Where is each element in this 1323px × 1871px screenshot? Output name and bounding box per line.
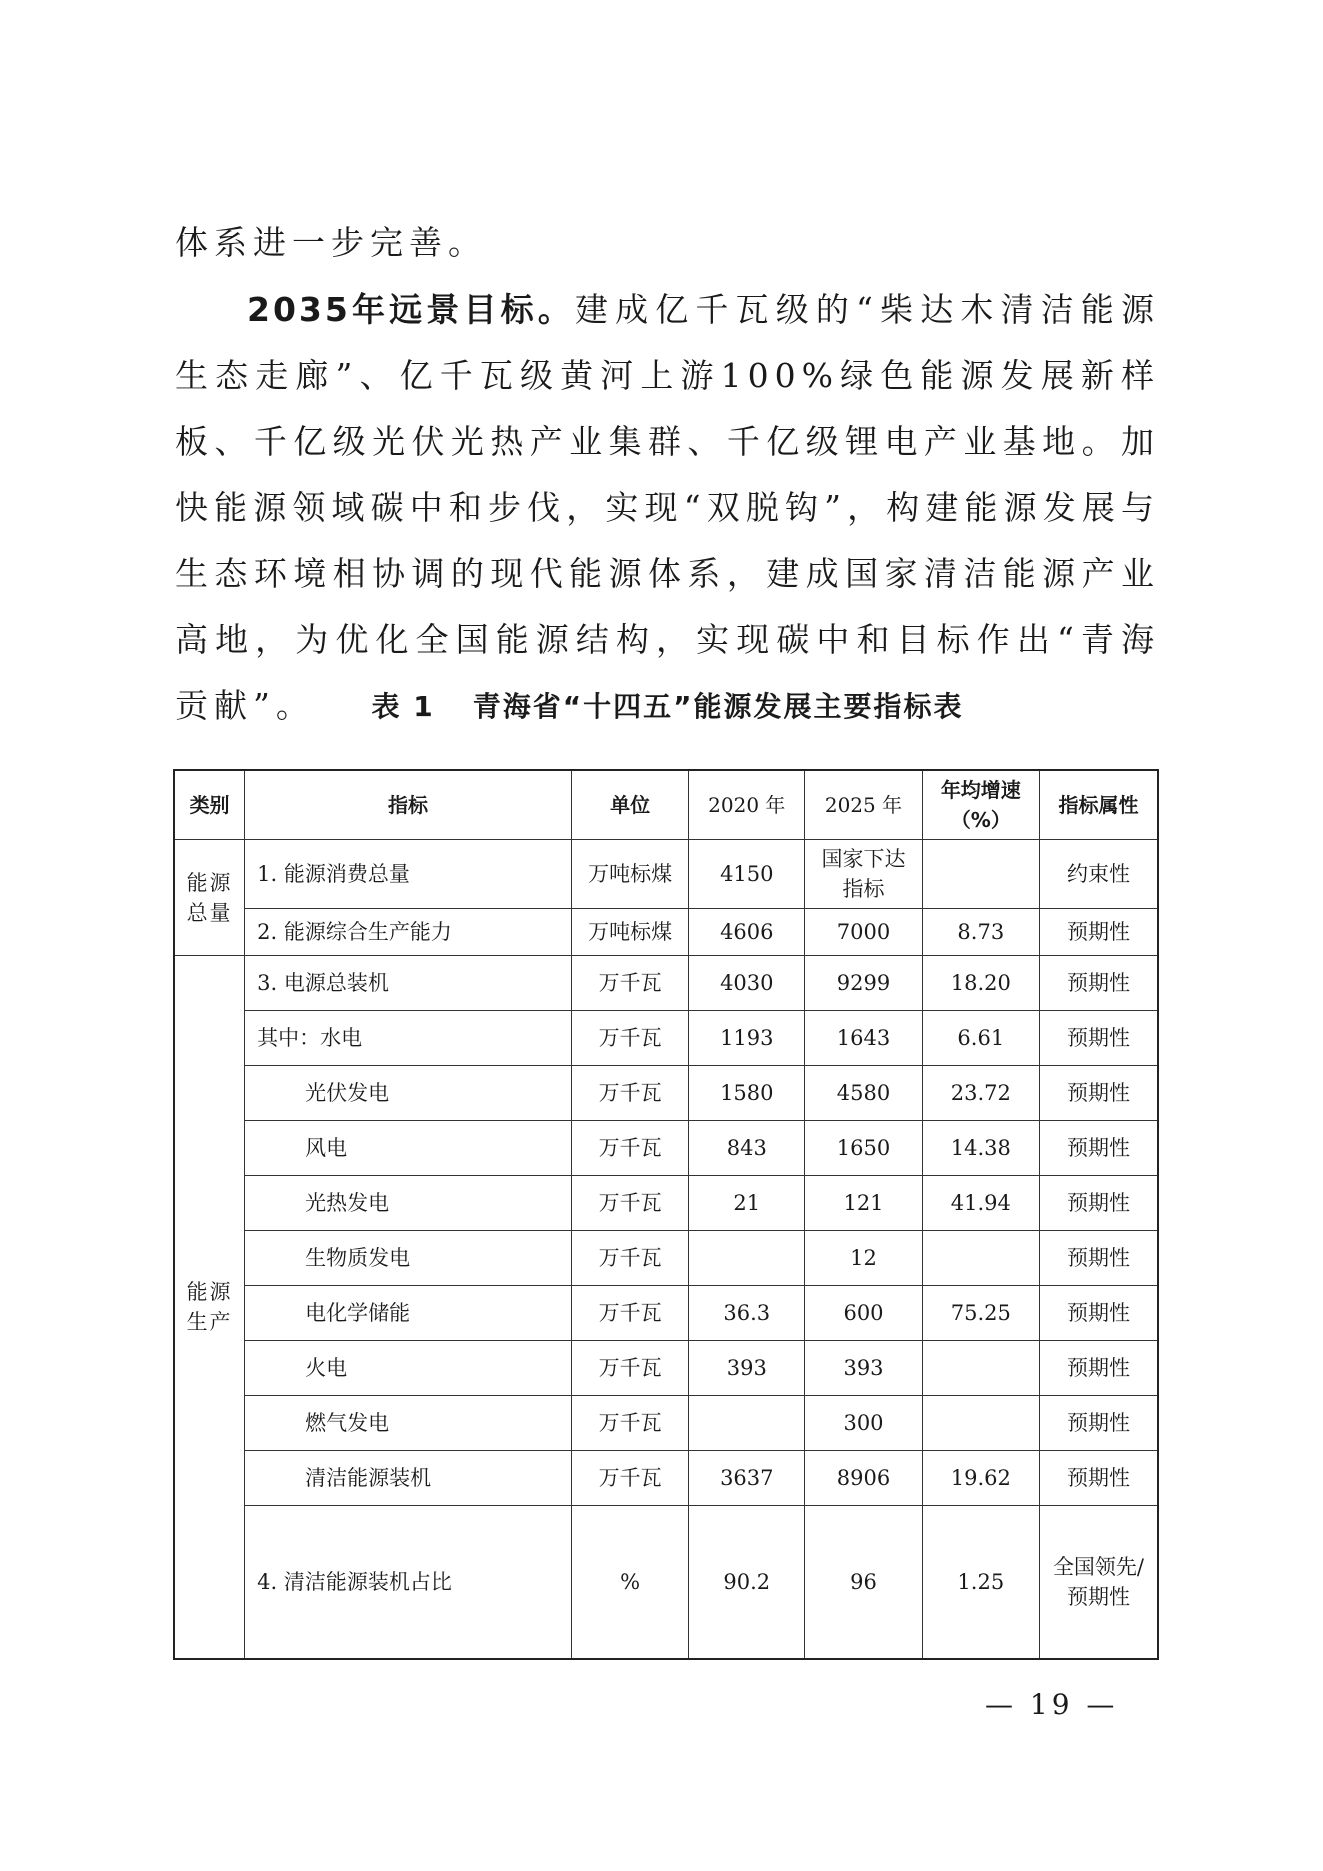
attribute-cell: 预期性: [1039, 1341, 1158, 1396]
unit-cell: 万千瓦: [571, 1396, 688, 1451]
unit-cell: 万千瓦: [571, 1011, 688, 1066]
header-unit: 单位: [571, 770, 688, 840]
value-2025-cell: 300: [805, 1396, 922, 1451]
value-2020-cell: 21: [689, 1176, 805, 1231]
growth-cell: 19.62: [922, 1451, 1039, 1506]
unit-cell: 万吨标煤: [571, 909, 688, 956]
attribute-cell: 全国领先/预期性: [1039, 1506, 1158, 1660]
growth-cell: 8.73: [922, 909, 1039, 956]
unit-cell: 万千瓦: [571, 1176, 688, 1231]
attribute-cell: 预期性: [1039, 956, 1158, 1011]
value-2020-cell: 3637: [689, 1451, 805, 1506]
header-2025: 2025 年: [805, 770, 922, 840]
attribute-cell: 预期性: [1039, 1396, 1158, 1451]
indicator-cell: 2. 能源综合生产能力: [245, 909, 572, 956]
value-2025-cell: 国家下达指标: [805, 840, 922, 909]
unit-cell: 万千瓦: [571, 1066, 688, 1121]
unit-cell: 万吨标煤: [571, 840, 688, 909]
unit-cell: 万千瓦: [571, 1231, 688, 1286]
table-row: [174, 1341, 1158, 1396]
unit-cell: %: [571, 1506, 688, 1660]
table-row: [174, 1121, 1158, 1176]
table-header-row: [174, 770, 1158, 840]
header-category: 类别: [174, 770, 245, 840]
growth-cell: 1.25: [922, 1506, 1039, 1660]
indicator-cell: 火电: [245, 1341, 572, 1396]
header-growth: 年均增速（%）: [922, 770, 1039, 840]
header-2020: 2020 年: [689, 770, 805, 840]
value-2020-cell: 1580: [689, 1066, 805, 1121]
value-2020-cell: 393: [689, 1341, 805, 1396]
table-row: [174, 1286, 1158, 1341]
growth-cell: 14.38: [922, 1121, 1039, 1176]
paragraph-vision-2035: [175, 277, 1160, 739]
table-row: [174, 1176, 1158, 1231]
table-row: [174, 1506, 1158, 1660]
unit-cell: 万千瓦: [571, 1451, 688, 1506]
growth-cell: [922, 1396, 1039, 1451]
growth-cell: 6.61: [922, 1011, 1039, 1066]
attribute-cell: 预期性: [1039, 1231, 1158, 1286]
unit-cell: 万千瓦: [571, 1286, 688, 1341]
indicator-cell: 1. 能源消费总量: [245, 840, 572, 909]
indicator-cell: 其中：水电: [245, 1011, 572, 1066]
value-2020-cell: 4606: [689, 909, 805, 956]
table-row: [174, 1396, 1158, 1451]
table-caption-number: 表 1: [371, 690, 435, 723]
value-2020-cell: 1193: [689, 1011, 805, 1066]
growth-cell: [922, 1341, 1039, 1396]
value-2025-cell: 1650: [805, 1121, 922, 1176]
value-2025-cell: 12: [805, 1231, 922, 1286]
paragraph-lead-heading: 2035年远景目标。: [247, 290, 575, 329]
value-2025-cell: 4580: [805, 1066, 922, 1121]
growth-cell: 23.72: [922, 1066, 1039, 1121]
value-2020-cell: 36.3: [689, 1286, 805, 1341]
value-2025-cell: 8906: [805, 1451, 922, 1506]
table-row: [174, 1451, 1158, 1506]
unit-cell: 万千瓦: [571, 1121, 688, 1176]
header-attribute: 指标属性: [1039, 770, 1158, 840]
value-2020-cell: 90.2: [689, 1506, 805, 1660]
page-number: — 19 —: [985, 1688, 1119, 1721]
paragraph-continuation: 体系进一步完善。: [175, 223, 487, 262]
table-row: [174, 1231, 1158, 1286]
attribute-cell: 预期性: [1039, 1011, 1158, 1066]
table-caption: [175, 685, 1160, 725]
growth-cell: [922, 840, 1039, 909]
indicator-cell: 光热发电: [245, 1176, 572, 1231]
attribute-cell: 预期性: [1039, 1121, 1158, 1176]
attribute-cell: 预期性: [1039, 1286, 1158, 1341]
growth-cell: 18.20: [922, 956, 1039, 1011]
value-2025-cell: 7000: [805, 909, 922, 956]
table-caption-title: 青海省“十四五”能源发展主要指标表: [472, 690, 964, 723]
indicator-cell: 4. 清洁能源装机占比: [245, 1506, 572, 1660]
indicator-cell: 风电: [245, 1121, 572, 1176]
indicator-cell: 清洁能源装机: [245, 1451, 572, 1506]
table-row: [174, 909, 1158, 956]
attribute-cell: 预期性: [1039, 1066, 1158, 1121]
growth-cell: [922, 1231, 1039, 1286]
value-2020-cell: 4030: [689, 956, 805, 1011]
value-2025-cell: 600: [805, 1286, 922, 1341]
table-row: [174, 1066, 1158, 1121]
indicator-cell: 光伏发电: [245, 1066, 572, 1121]
value-2025-cell: 9299: [805, 956, 922, 1011]
table-row: [174, 1011, 1158, 1066]
attribute-cell: 预期性: [1039, 909, 1158, 956]
indicator-cell: 电化学储能: [245, 1286, 572, 1341]
energy-indicators-table: [173, 769, 1159, 1660]
value-2020-cell: 4150: [689, 840, 805, 909]
table-row: [174, 956, 1158, 1011]
growth-cell: 41.94: [922, 1176, 1039, 1231]
indicator-cell: 生物质发电: [245, 1231, 572, 1286]
header-indicator: 指标: [245, 770, 572, 840]
unit-cell: 万千瓦: [571, 1341, 688, 1396]
growth-cell: 75.25: [922, 1286, 1039, 1341]
category-cell: 能源总量: [174, 840, 245, 956]
attribute-cell: 预期性: [1039, 1451, 1158, 1506]
paragraph-body: 建成亿千瓦级的“柴达木清洁能源生态走廊”、亿千瓦级黄河上游100%绿色能源发展新样板、千亿级光伏光热产业集群、千亿级锂电产业基地。加快能源领域碳中和步伐，实现“双脱钩”，构建能源发展与生态环境相协调的现代能源体系，建成国家清洁能源产业高地，为优化全国能源结构，实现碳中和目标作出“青海贡献”。: [175, 290, 1160, 725]
value-2020-cell: 843: [689, 1121, 805, 1176]
value-2020-cell: [689, 1231, 805, 1286]
indicator-cell: 燃气发电: [245, 1396, 572, 1451]
value-2025-cell: 393: [805, 1341, 922, 1396]
value-2020-cell: [689, 1396, 805, 1451]
value-2025-cell: 96: [805, 1506, 922, 1660]
unit-cell: 万千瓦: [571, 956, 688, 1011]
category-cell: 能源生产: [174, 956, 245, 1660]
table-row: [174, 840, 1158, 909]
attribute-cell: 预期性: [1039, 1176, 1158, 1231]
attribute-cell: 约束性: [1039, 840, 1158, 909]
value-2025-cell: 121: [805, 1176, 922, 1231]
value-2025-cell: 1643: [805, 1011, 922, 1066]
indicator-cell: 3. 电源总装机: [245, 956, 572, 1011]
